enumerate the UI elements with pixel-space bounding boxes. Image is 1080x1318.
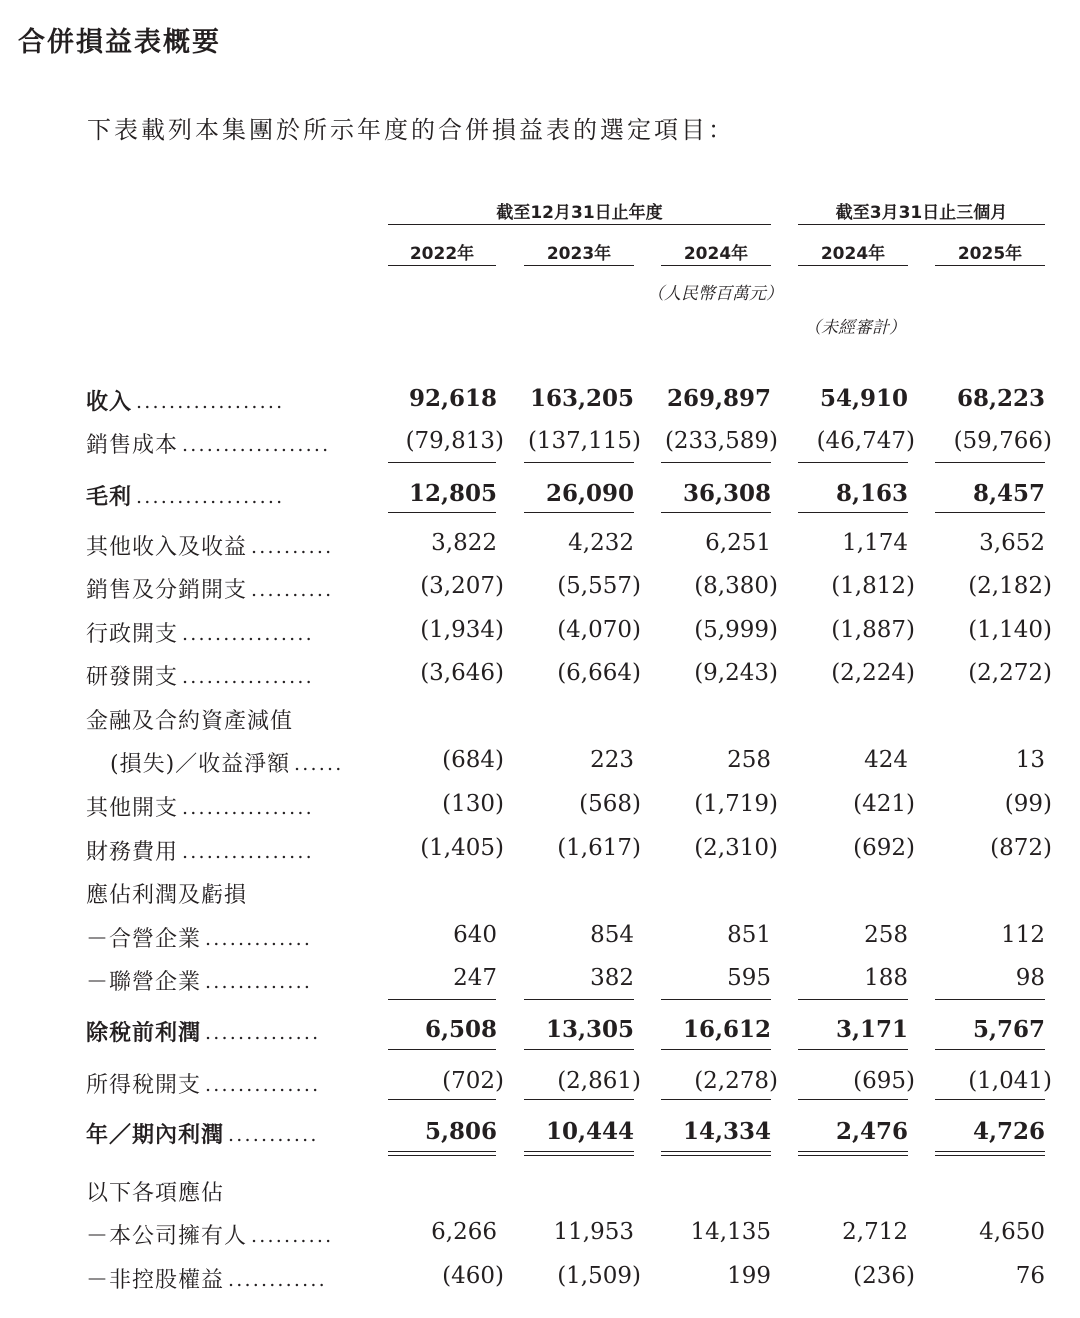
value-cell: 199 <box>727 1263 771 1289</box>
row-label: 行政開支 <box>86 622 179 647</box>
row-label: 金融及合約資產減值 <box>86 709 294 734</box>
unit-label: （人民幣百萬元） <box>647 284 783 304</box>
value-cell: (568) <box>579 791 641 817</box>
row-label: －聯營企業 <box>86 970 202 995</box>
row-label: 除稅前利潤 <box>86 1020 202 1046</box>
total-double-rule <box>661 1151 771 1156</box>
leader-dots: ................ <box>182 623 314 645</box>
total-double-rule <box>798 1151 908 1156</box>
value-cell: (99) <box>1004 791 1052 817</box>
subtotal-rule <box>661 512 771 513</box>
value-cell: 13,305 <box>545 1016 634 1043</box>
subtotal-rule <box>524 999 634 1000</box>
value-cell: 3,822 <box>431 530 497 556</box>
subtotal-rule <box>524 462 634 463</box>
value-cell: 98 <box>1015 965 1045 991</box>
value-cell: 1,174 <box>842 530 908 556</box>
value-cell: 851 <box>727 922 771 948</box>
value-cell: (9,243) <box>694 660 778 686</box>
subtotal-rule <box>388 999 496 1000</box>
value-cell: (1,934) <box>420 617 504 643</box>
value-cell: 2,476 <box>835 1118 908 1145</box>
value-cell: (2,272) <box>968 660 1052 686</box>
value-cell: (1,405) <box>420 835 504 861</box>
total-double-rule <box>524 1151 634 1156</box>
subtotal-rule <box>935 462 1045 463</box>
subtotal-rule <box>798 999 908 1000</box>
leader-dots: .................. <box>136 391 285 413</box>
value-cell: 595 <box>727 965 771 991</box>
value-cell: (2,278) <box>694 1068 778 1094</box>
subtotal-rule <box>388 1099 496 1100</box>
year-header-q2024: 2024年 <box>820 244 886 264</box>
header-group-quarterly-rule <box>798 224 1045 225</box>
year-rule <box>798 265 908 266</box>
row-label: 毛利 <box>86 484 133 510</box>
table-row <box>0 965 1080 999</box>
row-label: 其他收入及收益 <box>86 535 248 560</box>
row-label: 研發開支 <box>86 665 179 690</box>
subtotal-rule <box>524 1099 634 1100</box>
subtotal-rule <box>798 512 908 513</box>
value-cell: 3,171 <box>835 1016 908 1043</box>
value-cell: 247 <box>453 965 497 991</box>
value-cell: (3,646) <box>420 660 504 686</box>
subtotal-rule <box>388 1049 496 1050</box>
table-row <box>0 1219 1080 1253</box>
table-row <box>0 1176 1080 1210</box>
intro-text: 下表載列本集團於所示年度的合併損益表的選定項目： <box>87 116 735 144</box>
value-cell: (702) <box>442 1068 504 1094</box>
value-cell: 54,910 <box>819 385 908 412</box>
subtotal-rule <box>935 999 1045 1000</box>
row-label: 其他開支 <box>86 796 179 821</box>
value-cell: 92,618 <box>408 385 497 412</box>
value-cell: (130) <box>442 791 504 817</box>
value-cell: 14,135 <box>690 1219 771 1245</box>
value-cell: 16,612 <box>682 1016 771 1043</box>
leader-dots: .................. <box>182 434 331 456</box>
row-label: (損失)／收益淨額 <box>110 752 291 777</box>
year-header-2023: 2023年 <box>546 244 612 264</box>
table-row <box>0 385 1080 419</box>
year-rule <box>524 265 634 266</box>
value-cell: 12,805 <box>408 480 497 507</box>
leader-dots: .......... <box>251 1225 334 1247</box>
value-cell: (4,070) <box>557 617 641 643</box>
value-cell: 112 <box>1001 922 1045 948</box>
value-cell: 8,163 <box>835 480 908 507</box>
table-row <box>0 617 1080 651</box>
header-group-annual-rule <box>388 224 771 225</box>
value-cell: 8,457 <box>972 480 1045 507</box>
row-label: 銷售成本 <box>86 433 179 458</box>
leader-dots: .......... <box>251 536 334 558</box>
leader-dots: .............. <box>205 1074 321 1096</box>
row-label: －非控股權益 <box>86 1268 225 1293</box>
subtotal-rule <box>661 1049 771 1050</box>
value-cell: 4,232 <box>568 530 634 556</box>
table-row <box>0 660 1080 694</box>
leader-dots: ...... <box>294 753 344 775</box>
table-row <box>0 1118 1080 1152</box>
year-rule <box>661 265 771 266</box>
table-row <box>0 878 1080 912</box>
leader-dots: .................. <box>136 486 285 508</box>
value-cell: (3,207) <box>420 573 504 599</box>
subtotal-rule <box>798 1049 908 1050</box>
value-cell: 382 <box>590 965 634 991</box>
subtotal-rule <box>661 999 771 1000</box>
table-row <box>0 704 1080 738</box>
value-cell: 76 <box>1015 1263 1045 1289</box>
leader-dots: ................ <box>182 666 314 688</box>
value-cell: 188 <box>864 965 908 991</box>
value-cell: (5,999) <box>694 617 778 643</box>
value-cell: (684) <box>442 747 504 773</box>
row-label: 以下各項應佔 <box>86 1181 225 1206</box>
subtotal-rule <box>798 1099 908 1100</box>
value-cell: (1,509) <box>557 1263 641 1289</box>
table-row <box>0 922 1080 956</box>
row-label: 銷售及分銷開支 <box>86 578 248 603</box>
leader-dots: ............ <box>228 1269 327 1291</box>
leader-dots: ................ <box>182 797 314 819</box>
table-row <box>0 747 1080 781</box>
row-label: －合營企業 <box>86 927 202 952</box>
subtotal-rule <box>388 512 496 513</box>
subtotal-rule <box>798 462 908 463</box>
year-header-q2025: 2025年 <box>957 244 1023 264</box>
row-label: 所得稅開支 <box>86 1073 202 1098</box>
subtotal-rule <box>661 1099 771 1100</box>
year-rule <box>935 265 1045 266</box>
leader-dots: ............. <box>205 971 313 993</box>
unaudited-label: （未經審計） <box>804 318 906 338</box>
total-double-rule <box>935 1151 1045 1156</box>
header-group-quarterly: 截至3月31日止三個月 <box>835 203 1008 223</box>
value-cell: 36,308 <box>682 480 771 507</box>
value-cell: (2,224) <box>831 660 915 686</box>
value-cell: 6,266 <box>431 1219 497 1245</box>
section-title: 合併損益表概要 <box>18 27 221 58</box>
value-cell: 68,223 <box>956 385 1045 412</box>
value-cell: 269,897 <box>666 385 771 412</box>
value-cell: (1,719) <box>694 791 778 817</box>
value-cell: (1,140) <box>968 617 1052 643</box>
table-row <box>0 573 1080 607</box>
subtotal-rule <box>524 512 634 513</box>
subtotal-rule <box>935 512 1045 513</box>
value-cell: 26,090 <box>545 480 634 507</box>
value-cell: (1,041) <box>968 1068 1052 1094</box>
value-cell: (59,766) <box>953 428 1052 454</box>
value-cell: (46,747) <box>816 428 915 454</box>
value-cell: 5,767 <box>972 1016 1045 1043</box>
leader-dots: .............. <box>205 1022 321 1044</box>
header-group-annual: 截至12月31日止年度 <box>496 203 663 223</box>
value-cell: 2,712 <box>842 1219 908 1245</box>
row-label: 收入 <box>86 389 133 415</box>
subtotal-rule <box>661 462 771 463</box>
subtotal-rule <box>388 462 496 463</box>
table-row <box>0 1068 1080 1102</box>
value-cell: 4,650 <box>979 1219 1045 1245</box>
value-cell: 640 <box>453 922 497 948</box>
value-cell: 6,508 <box>424 1016 497 1043</box>
year-rule <box>388 265 496 266</box>
value-cell: 14,334 <box>682 1118 771 1145</box>
value-cell: (233,589) <box>664 428 778 454</box>
value-cell: (692) <box>853 835 915 861</box>
table-row <box>0 530 1080 564</box>
subtotal-rule <box>935 1049 1045 1050</box>
value-cell: (1,812) <box>831 573 915 599</box>
value-cell: 5,806 <box>424 1118 497 1145</box>
value-cell: (421) <box>853 791 915 817</box>
value-cell: (2,182) <box>968 573 1052 599</box>
value-cell: (460) <box>442 1263 504 1289</box>
row-label: 財務費用 <box>86 840 179 865</box>
value-cell: 10,444 <box>545 1118 634 1145</box>
value-cell: (79,813) <box>405 428 504 454</box>
value-cell: 258 <box>864 922 908 948</box>
value-cell: 424 <box>864 747 908 773</box>
value-cell: (5,557) <box>557 573 641 599</box>
row-label: 年／期內利潤 <box>86 1122 225 1148</box>
value-cell: 163,205 <box>529 385 634 412</box>
row-label: 應佔利潤及虧損 <box>86 883 248 908</box>
value-cell: 4,726 <box>972 1118 1045 1145</box>
table-row <box>0 480 1080 514</box>
table-row <box>0 428 1080 462</box>
table-row <box>0 791 1080 825</box>
total-double-rule <box>388 1151 496 1156</box>
row-label: －本公司擁有人 <box>86 1224 248 1249</box>
table-row <box>0 835 1080 869</box>
value-cell: (1,617) <box>557 835 641 861</box>
value-cell: 6,251 <box>705 530 771 556</box>
value-cell: (6,664) <box>557 660 641 686</box>
table-row <box>0 1016 1080 1050</box>
leader-dots: ............. <box>205 928 313 950</box>
subtotal-rule <box>935 1099 1045 1100</box>
value-cell: (695) <box>853 1068 915 1094</box>
value-cell: (2,310) <box>694 835 778 861</box>
value-cell: 258 <box>727 747 771 773</box>
value-cell: (236) <box>853 1263 915 1289</box>
value-cell: (137,115) <box>527 428 641 454</box>
year-header-2022: 2022年 <box>409 244 475 264</box>
year-header-2024: 2024年 <box>683 244 749 264</box>
value-cell: 11,953 <box>553 1219 634 1245</box>
value-cell: (2,861) <box>557 1068 641 1094</box>
subtotal-rule <box>524 1049 634 1050</box>
value-cell: (872) <box>990 835 1052 861</box>
value-cell: 3,652 <box>979 530 1045 556</box>
leader-dots: ................ <box>182 841 314 863</box>
value-cell: (8,380) <box>694 573 778 599</box>
leader-dots: ........... <box>228 1124 319 1146</box>
leader-dots: .......... <box>251 579 334 601</box>
value-cell: 13 <box>1015 747 1045 773</box>
value-cell: 223 <box>590 747 634 773</box>
value-cell: 854 <box>590 922 634 948</box>
value-cell: (1,887) <box>831 617 915 643</box>
table-row <box>0 1263 1080 1297</box>
